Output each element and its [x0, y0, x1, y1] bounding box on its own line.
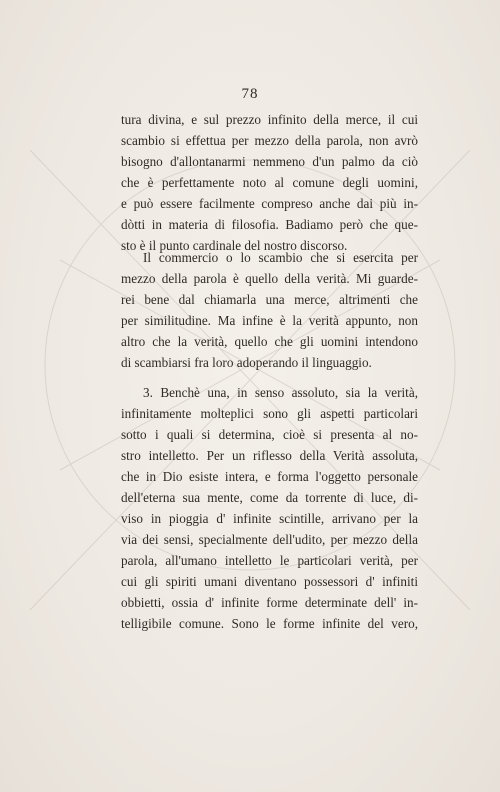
- text-line: mezzo della parola è quello della verità. Mi guarde-: [121, 271, 418, 286]
- text-line: cui gli spiriti umani diventano possessori d' infiniti: [121, 574, 418, 589]
- paragraph-section-3: [121, 382, 418, 634]
- text-line: che è perfettamente noto al comune degli uomini,: [121, 175, 418, 190]
- text-line: via dei sensi, specialmente dell'udito, per mezzo della: [121, 532, 418, 547]
- text-line: infinitamente molteplici sono gli aspetti particolari: [121, 406, 418, 421]
- text-line: parola, all'umano intelletto le particolari verità, per: [121, 553, 418, 568]
- text-line: di scambiarsi fra loro adoperando il linguaggio.: [121, 355, 372, 370]
- text-line: tura divina, e sul prezzo infinito della merce, il cui: [121, 112, 418, 127]
- page-number: 78: [241, 86, 259, 102]
- text-line: sotto i quali si determina, cioè si presenta al no-: [121, 427, 418, 442]
- text-line: che in Dio esiste intera, e forma l'oggetto personale: [121, 469, 418, 484]
- text-line: rei bene dal chiamarla una merce, altrimenti che: [121, 292, 418, 307]
- paragraph-truth: [121, 247, 418, 373]
- text-line: sto è il punto cardinale del nostro discorso.: [121, 238, 348, 253]
- text-line: e può essere facilmente compreso anche dai più in-: [121, 196, 418, 211]
- text-line: viso in pioggia d' infinite scintille, arrivano per la: [121, 511, 418, 526]
- text-line: per similitudine. Ma infine è la verità appunto, non: [121, 313, 418, 328]
- text-line: scambio si effettua per mezzo della parola, non avrò: [121, 133, 418, 148]
- text-line: obbietti, ossia d' infinite forme determinate dell' in-: [121, 595, 418, 610]
- text-line: stro intelletto. Per un riflesso della Verità assoluta,: [121, 448, 418, 463]
- text-line: dòtti in materia di filosofia. Badiamo però che que-: [121, 217, 418, 232]
- text-line: telligibile comune. Sono le forme infinite del vero,: [121, 616, 418, 631]
- text-line: Il commercio o lo scambio che si esercita per: [143, 250, 418, 265]
- text-line: 3. Benchè una, in senso assoluto, sia la verità,: [143, 385, 418, 400]
- text-line: dell'eterna sua mente, come da torrente di luce, di-: [121, 490, 418, 505]
- text-line: altro che la verità, quello che gli uomini intendono: [121, 334, 418, 349]
- text-line: bisogno d'allontanarmi nemmeno d'un palmo da ciò: [121, 154, 418, 169]
- paragraph-continuation: [121, 109, 418, 256]
